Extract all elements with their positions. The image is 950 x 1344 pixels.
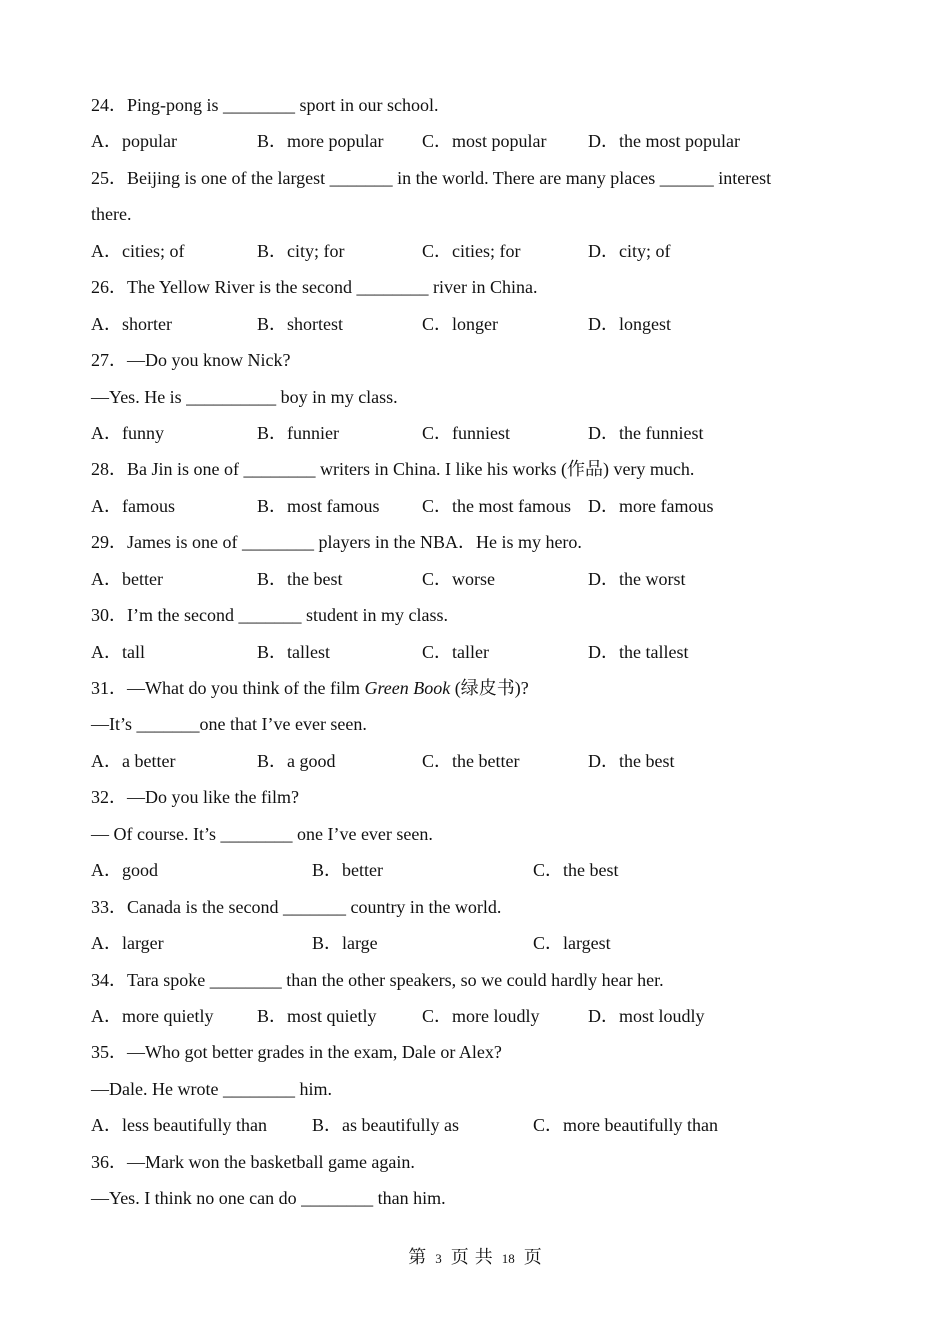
footer-suffix: 页 xyxy=(523,1247,542,1267)
question-25-options xyxy=(91,234,891,270)
question-28-stem: 28．Ba Jin is one of ________ writers in China. I like his works (作品) very much. xyxy=(91,459,695,480)
question-31-stem-end: (绿皮书)? xyxy=(450,678,529,698)
question-list xyxy=(91,88,891,1218)
option-d: D．city; of xyxy=(588,240,671,261)
option-b: B．tallest xyxy=(257,641,330,662)
footer-prefix: 第 xyxy=(408,1247,427,1267)
question-30-options xyxy=(91,635,891,671)
question-24-options xyxy=(91,124,891,160)
question-27-options xyxy=(91,416,891,452)
question-34-options xyxy=(91,999,891,1035)
option-b: B．as beautifully as xyxy=(312,1115,459,1136)
option-c: C．funniest xyxy=(422,422,510,443)
option-a: A．funny xyxy=(91,422,164,443)
question-27-reply: —Yes. He is __________ boy in my class. xyxy=(91,386,398,407)
current-page-number: 3 xyxy=(435,1251,442,1266)
question-31-options xyxy=(91,744,891,780)
question-32-options xyxy=(91,853,891,889)
option-b: B．most famous xyxy=(257,495,380,516)
option-c: C．more loudly xyxy=(422,1005,540,1026)
option-a: A．popular xyxy=(91,131,177,152)
option-d: D．the worst xyxy=(588,568,686,589)
option-a: A．more quietly xyxy=(91,1005,214,1026)
question-24-stem: 24．Ping-pong is ________ sport in our school. xyxy=(91,95,439,115)
question-35-options xyxy=(91,1108,891,1144)
option-a: A．cities; of xyxy=(91,240,185,261)
option-d: D．most loudly xyxy=(588,1005,705,1026)
option-a: A．better xyxy=(91,568,163,589)
footer-total-word: 共 xyxy=(474,1247,493,1267)
question-31-stem-start: 31．—What do you think of the film xyxy=(91,678,365,698)
option-a: A．tall xyxy=(91,641,145,662)
question-29-stem: 29．James is one of ________ players in the NBA．He is my hero. xyxy=(91,532,582,553)
question-29-options xyxy=(91,562,891,598)
option-c: C．taller xyxy=(422,641,489,662)
option-a: A．good xyxy=(91,860,158,881)
option-d: D．more famous xyxy=(588,495,714,516)
option-d: D．longest xyxy=(588,313,671,334)
option-c: C．the most famous xyxy=(422,495,571,516)
option-c: C．most popular xyxy=(422,131,547,152)
footer-page-word: 页 xyxy=(450,1247,469,1267)
option-b: B．city; for xyxy=(257,240,345,261)
question-32-stem: 32．—Do you like the film? xyxy=(91,787,299,808)
option-b: B．better xyxy=(312,860,383,881)
option-a: A．a better xyxy=(91,750,176,771)
question-36-reply: —Yes. I think no one can do ________ than him. xyxy=(91,1188,446,1209)
option-c: C．longer xyxy=(422,313,498,334)
option-b: B．more popular xyxy=(257,131,384,152)
question-31-stem xyxy=(91,671,891,707)
question-30-stem: 30．I’m the second _______ student in my class. xyxy=(91,605,448,626)
option-b: B．a good xyxy=(257,750,336,771)
option-b: B．large xyxy=(312,933,378,954)
option-a: A．less beautifully than xyxy=(91,1115,267,1136)
option-b: B．funnier xyxy=(257,422,339,443)
total-pages-number: 18 xyxy=(501,1251,515,1266)
option-b: B．most quietly xyxy=(257,1005,377,1026)
question-26-options xyxy=(91,307,891,343)
question-33-options xyxy=(91,926,891,962)
option-d: D．the tallest xyxy=(588,641,689,662)
option-c: C．cities; for xyxy=(422,240,521,261)
option-a: A．larger xyxy=(91,933,164,954)
option-b: B．shortest xyxy=(257,313,344,334)
option-a: A．shorter xyxy=(91,313,172,334)
question-35-reply: —Dale. He wrote ________ him. xyxy=(91,1078,332,1099)
option-b: B．the best xyxy=(257,568,343,589)
question-31-reply: —It’s _______one that I’ve ever seen. xyxy=(91,714,367,735)
page-footer xyxy=(0,1243,950,1269)
question-34-stem: 34．Tara spoke ________ than the other speakers, so we could hardly hear her. xyxy=(91,969,664,990)
option-c: C．the better xyxy=(422,750,520,771)
film-title: Green Book xyxy=(364,678,451,698)
question-33-stem: 33．Canada is the second _______ country in the world. xyxy=(91,896,502,917)
option-d: D．the most popular xyxy=(588,131,740,152)
option-c: C．more beautifully than xyxy=(533,1115,718,1136)
question-28-options xyxy=(91,489,891,525)
option-c: C．the best xyxy=(533,860,619,881)
question-26-stem: 26．The Yellow River is the second ________ river in China. xyxy=(91,277,538,298)
option-d: D．the best xyxy=(588,750,675,771)
question-35-stem: 35．—Who got better grades in the exam, Dale or Alex? xyxy=(91,1042,502,1063)
option-d: D．the funniest xyxy=(588,422,704,443)
question-25-stem: 25．Beijing is one of the largest _______ in the world. There are many places ______ interest xyxy=(91,167,772,188)
question-36-stem: 36．—Mark won the basketball game again. xyxy=(91,1151,415,1172)
question-27-stem: 27．—Do you know Nick? xyxy=(91,350,291,371)
option-a: A．famous xyxy=(91,495,175,516)
option-c: C．worse xyxy=(422,568,495,589)
option-c: C．largest xyxy=(533,933,611,954)
question-25-stem-cont: there. xyxy=(91,204,132,225)
question-32-reply: — Of course. It’s ________ one I’ve ever seen. xyxy=(91,823,433,844)
